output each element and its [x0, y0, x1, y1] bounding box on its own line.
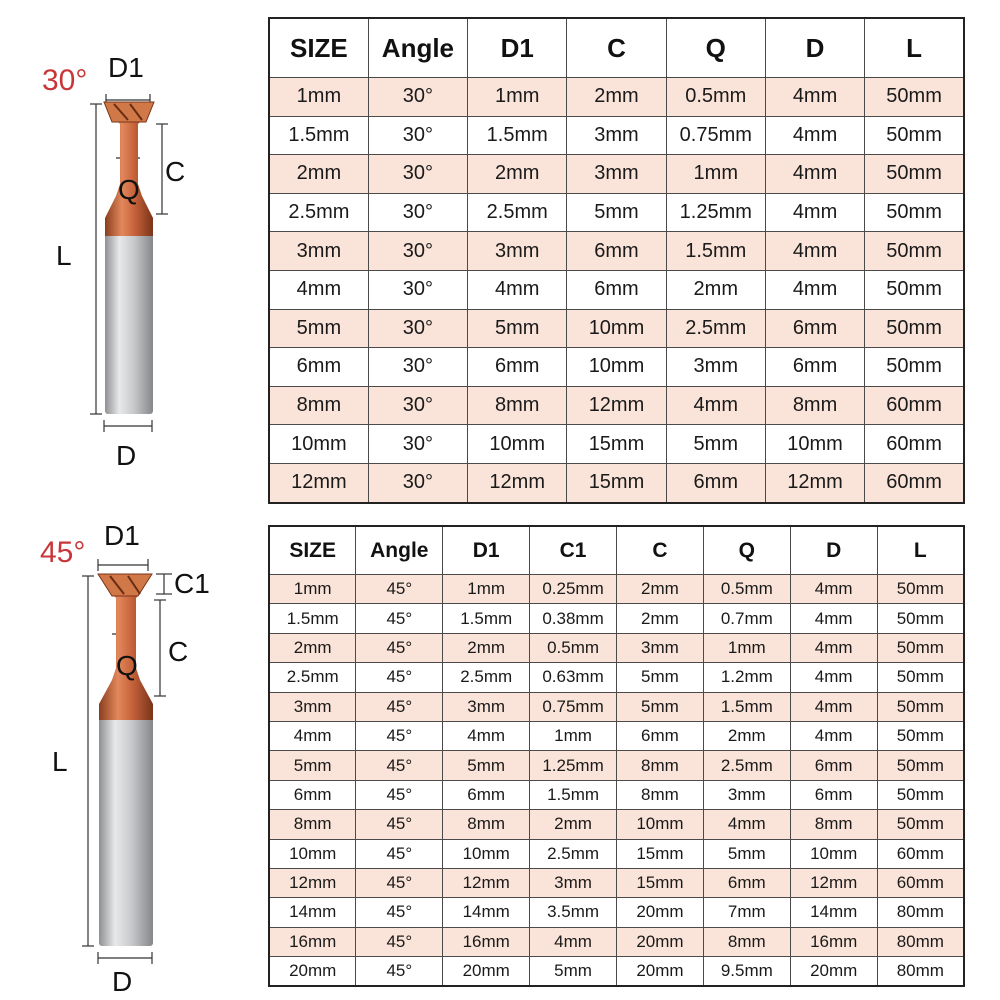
table-row	[269, 425, 964, 464]
table-cell: 8mm	[765, 386, 864, 425]
table-cell: 50mm	[877, 663, 964, 692]
table-cell: 45°	[356, 633, 443, 662]
table-cell: 3mm	[269, 232, 368, 271]
table-cell: 20mm	[617, 957, 704, 987]
table-cell: 14mm	[269, 898, 356, 927]
table-cell: 10mm	[443, 839, 530, 868]
column-header: D1	[468, 18, 567, 78]
table-row	[269, 463, 964, 502]
cutting-head	[104, 102, 154, 122]
table-cell: 30°	[368, 425, 467, 464]
table-cell: 6mm	[269, 780, 356, 809]
table-cell: 12mm	[567, 386, 666, 425]
table-cell: 5mm	[617, 663, 704, 692]
table-cell: 10mm	[567, 348, 666, 387]
table-cell: 15mm	[567, 463, 666, 502]
table-cell: 2mm	[269, 633, 356, 662]
table-cell: 50mm	[865, 309, 964, 348]
table-row	[269, 898, 964, 927]
table-cell: 4mm	[765, 116, 864, 155]
table-row	[269, 692, 964, 721]
table-cell: 8mm	[443, 810, 530, 839]
column-header: Q	[666, 18, 765, 78]
table-cell: 6mm	[765, 348, 864, 387]
table-cell: 6mm	[703, 868, 790, 897]
table-cell: 2.5mm	[530, 839, 617, 868]
table-cell: 4mm	[666, 386, 765, 425]
table-cell: 8mm	[269, 810, 356, 839]
table-cell: 30°	[368, 463, 467, 502]
table-cell: 45°	[356, 575, 443, 604]
table-cell: 3mm	[468, 232, 567, 271]
table-cell: 5mm	[567, 193, 666, 232]
cutting-head	[98, 574, 152, 596]
table-cell: 2.5mm	[443, 663, 530, 692]
table-cell: 12mm	[790, 868, 877, 897]
table-cell: 20mm	[269, 957, 356, 987]
table-cell: 1mm	[269, 78, 368, 117]
column-header: D	[790, 526, 877, 575]
table-row	[269, 78, 964, 117]
table-cell: 10mm	[567, 309, 666, 348]
table-cell: 50mm	[865, 232, 964, 271]
table-cell: 50mm	[865, 155, 964, 194]
table-cell: 30°	[368, 232, 467, 271]
table-cell: 45°	[356, 810, 443, 839]
table-cell: 4mm	[765, 270, 864, 309]
column-header: SIZE	[269, 18, 368, 78]
c-label: C	[168, 636, 189, 667]
table-cell: 10mm	[269, 839, 356, 868]
table-cell: 2.5mm	[468, 193, 567, 232]
table-cell: 14mm	[790, 898, 877, 927]
l-label: L	[52, 746, 68, 777]
table-row	[269, 116, 964, 155]
table-cell: 1.5mm	[666, 232, 765, 271]
table-cell: 15mm	[617, 839, 704, 868]
table-cell: 2mm	[530, 810, 617, 839]
table-cell: 3mm	[443, 692, 530, 721]
table-cell: 3.5mm	[530, 898, 617, 927]
table-cell: 0.5mm	[703, 575, 790, 604]
table-cell: 0.7mm	[703, 604, 790, 633]
table-cell: 30°	[368, 116, 467, 155]
table-cell: 50mm	[877, 721, 964, 750]
table-cell: 7mm	[703, 898, 790, 927]
table-cell: 6mm	[765, 309, 864, 348]
table-cell: 2.5mm	[269, 193, 368, 232]
table-row	[269, 155, 964, 194]
table-cell: 6mm	[790, 751, 877, 780]
table-cell: 1mm	[443, 575, 530, 604]
table-cell: 1.5mm	[703, 692, 790, 721]
table-header-row	[269, 18, 964, 78]
table-cell: 60mm	[865, 463, 964, 502]
table-cell: 60mm	[877, 839, 964, 868]
table-cell: 10mm	[468, 425, 567, 464]
table-cell: 4mm	[790, 604, 877, 633]
table-cell: 1mm	[530, 721, 617, 750]
table-cell: 1.25mm	[666, 193, 765, 232]
table-cell: 6mm	[666, 463, 765, 502]
table-cell: 3mm	[703, 780, 790, 809]
table-cell: 50mm	[877, 692, 964, 721]
angle-label: 30°	[42, 64, 88, 97]
column-header: L	[865, 18, 964, 78]
table-cell: 2mm	[443, 633, 530, 662]
table-cell: 2.5mm	[666, 309, 765, 348]
table-cell: 45°	[356, 868, 443, 897]
table-cell: 8mm	[790, 810, 877, 839]
table-cell: 20mm	[617, 927, 704, 956]
table-cell: 4mm	[269, 721, 356, 750]
table-cell: 12mm	[269, 868, 356, 897]
table-cell: 10mm	[765, 425, 864, 464]
table-cell: 0.63mm	[530, 663, 617, 692]
table-row	[269, 721, 964, 750]
table-cell: 10mm	[790, 839, 877, 868]
table-cell: 1.5mm	[269, 604, 356, 633]
table-cell: 45°	[356, 898, 443, 927]
table-cell: 0.5mm	[666, 78, 765, 117]
table-cell: 80mm	[877, 957, 964, 987]
table-cell: 0.25mm	[530, 575, 617, 604]
table-row	[269, 348, 964, 387]
table-cell: 8mm	[703, 927, 790, 956]
table-cell: 6mm	[567, 232, 666, 271]
table-cell: 50mm	[877, 780, 964, 809]
table-cell: 80mm	[877, 898, 964, 927]
table-cell: 1mm	[703, 633, 790, 662]
table-cell: 30°	[368, 348, 467, 387]
table-cell: 1.5mm	[269, 116, 368, 155]
table-cell: 20mm	[617, 898, 704, 927]
c-label: C	[165, 156, 186, 187]
angle-label: 45°	[40, 536, 86, 569]
table-cell: 2mm	[617, 604, 704, 633]
table-cell: 15mm	[567, 425, 666, 464]
table-cell: 5mm	[468, 309, 567, 348]
table-cell: 0.38mm	[530, 604, 617, 633]
table-cell: 50mm	[865, 348, 964, 387]
column-header: Q	[703, 526, 790, 575]
table-cell: 6mm	[468, 348, 567, 387]
table-cell: 3mm	[567, 155, 666, 194]
column-header: C1	[530, 526, 617, 575]
d1-label: D1	[104, 520, 140, 551]
d-label: D	[112, 966, 133, 997]
table-row	[269, 957, 964, 987]
table-cell: 16mm	[443, 927, 530, 956]
table-cell: 4mm	[790, 633, 877, 662]
table-cell: 5mm	[530, 957, 617, 987]
table-cell: 1.5mm	[530, 780, 617, 809]
table-cell: 20mm	[443, 957, 530, 987]
table-cell: 4mm	[765, 193, 864, 232]
table-cell: 1.5mm	[468, 116, 567, 155]
table-cell: 4mm	[443, 721, 530, 750]
table-cell: 2mm	[269, 155, 368, 194]
spec-table-30-degree	[268, 17, 965, 504]
table-cell: 50mm	[877, 810, 964, 839]
table-cell: 50mm	[865, 78, 964, 117]
table-cell: 60mm	[865, 386, 964, 425]
table-row	[269, 868, 964, 897]
dovetail-cutter-45-diagram	[0, 510, 260, 1000]
table-row	[269, 780, 964, 809]
table-cell: 50mm	[877, 575, 964, 604]
column-header: SIZE	[269, 526, 356, 575]
table-cell: 50mm	[877, 633, 964, 662]
table-row	[269, 604, 964, 633]
coated-neck	[99, 578, 153, 720]
q-label: Q	[116, 650, 138, 681]
table-cell: 50mm	[877, 751, 964, 780]
table-row	[269, 839, 964, 868]
table-cell: 30°	[368, 155, 467, 194]
table-cell: 30°	[368, 193, 467, 232]
table-cell: 12mm	[468, 463, 567, 502]
table-cell: 10mm	[269, 425, 368, 464]
table-cell: 6mm	[617, 721, 704, 750]
table-cell: 2mm	[617, 575, 704, 604]
table-cell: 20mm	[790, 957, 877, 987]
table-cell: 50mm	[877, 604, 964, 633]
table-cell: 8mm	[617, 780, 704, 809]
table-cell: 4mm	[790, 575, 877, 604]
table-cell: 4mm	[703, 810, 790, 839]
table-cell: 9.5mm	[703, 957, 790, 987]
table-cell: 4mm	[790, 663, 877, 692]
table-cell: 5mm	[617, 692, 704, 721]
table-header-row	[269, 526, 964, 575]
table-cell: 6mm	[269, 348, 368, 387]
table-cell: 2.5mm	[703, 751, 790, 780]
spec-table-45-degree	[268, 525, 965, 987]
table-cell: 45°	[356, 839, 443, 868]
table-cell: 45°	[356, 927, 443, 956]
shank	[99, 710, 153, 946]
table-cell: 2mm	[666, 270, 765, 309]
table-cell: 2.5mm	[269, 663, 356, 692]
section-45-degree	[0, 510, 1000, 1000]
table-cell: 8mm	[269, 386, 368, 425]
table-cell: 45°	[356, 751, 443, 780]
table-cell: 16mm	[269, 927, 356, 956]
column-header: L	[877, 526, 964, 575]
table-cell: 12mm	[269, 463, 368, 502]
table-cell: 16mm	[790, 927, 877, 956]
table-cell: 15mm	[617, 868, 704, 897]
table-cell: 50mm	[865, 193, 964, 232]
table-cell: 5mm	[443, 751, 530, 780]
table-cell: 60mm	[865, 425, 964, 464]
table-row	[269, 633, 964, 662]
table-cell: 1.2mm	[703, 663, 790, 692]
column-header: C	[617, 526, 704, 575]
table-cell: 0.75mm	[530, 692, 617, 721]
table-row	[269, 810, 964, 839]
table-cell: 45°	[356, 721, 443, 750]
table-cell: 3mm	[269, 692, 356, 721]
table-cell: 50mm	[865, 270, 964, 309]
table-cell: 1mm	[666, 155, 765, 194]
table-row	[269, 575, 964, 604]
table-cell: 30°	[368, 309, 467, 348]
table-cell: 4mm	[530, 927, 617, 956]
q-label: Q	[118, 174, 140, 205]
table-cell: 2mm	[468, 155, 567, 194]
table-cell: 6mm	[790, 780, 877, 809]
table-cell: 6mm	[567, 270, 666, 309]
table-cell: 2mm	[703, 721, 790, 750]
table-cell: 4mm	[790, 692, 877, 721]
table-cell: 0.75mm	[666, 116, 765, 155]
d1-label: D1	[108, 52, 144, 83]
shank	[105, 232, 153, 414]
table-cell: 5mm	[269, 309, 368, 348]
table-cell: 5mm	[703, 839, 790, 868]
column-header: D	[765, 18, 864, 78]
table-cell: 2mm	[567, 78, 666, 117]
table-row	[269, 309, 964, 348]
table-cell: 3mm	[530, 868, 617, 897]
coated-neck	[105, 108, 153, 236]
table-cell: 30°	[368, 270, 467, 309]
table-cell: 4mm	[269, 270, 368, 309]
table-row	[269, 270, 964, 309]
table-cell: 10mm	[617, 810, 704, 839]
table-cell: 45°	[356, 957, 443, 987]
table-cell: 8mm	[617, 751, 704, 780]
table-row	[269, 663, 964, 692]
table-cell: 60mm	[877, 868, 964, 897]
l-label: L	[56, 240, 72, 271]
table-cell: 5mm	[666, 425, 765, 464]
table-row	[269, 927, 964, 956]
table-cell: 4mm	[765, 232, 864, 271]
column-header: Angle	[356, 526, 443, 575]
column-header: Angle	[368, 18, 467, 78]
table-cell: 45°	[356, 692, 443, 721]
table-cell: 5mm	[269, 751, 356, 780]
table-cell: 12mm	[443, 868, 530, 897]
table-cell: 45°	[356, 663, 443, 692]
table-cell: 6mm	[443, 780, 530, 809]
table-cell: 3mm	[666, 348, 765, 387]
table-cell: 30°	[368, 386, 467, 425]
table-cell: 8mm	[468, 386, 567, 425]
table-row	[269, 386, 964, 425]
table-cell: 80mm	[877, 927, 964, 956]
column-header: C	[567, 18, 666, 78]
table-cell: 45°	[356, 780, 443, 809]
table-cell: 45°	[356, 604, 443, 633]
table-cell: 1.5mm	[443, 604, 530, 633]
table-cell: 30°	[368, 78, 467, 117]
table-cell: 1.25mm	[530, 751, 617, 780]
table-cell: 14mm	[443, 898, 530, 927]
table-cell: 3mm	[617, 633, 704, 662]
table-cell: 3mm	[567, 116, 666, 155]
table-row	[269, 751, 964, 780]
table-cell: 50mm	[865, 116, 964, 155]
column-header: D1	[443, 526, 530, 575]
c1-label: C1	[174, 568, 210, 599]
table-row	[269, 232, 964, 271]
table-cell: 12mm	[765, 463, 864, 502]
table-cell: 1mm	[269, 575, 356, 604]
table-cell: 4mm	[790, 721, 877, 750]
table-cell: 4mm	[765, 155, 864, 194]
table-row	[269, 193, 964, 232]
table-cell: 1mm	[468, 78, 567, 117]
table-cell: 4mm	[468, 270, 567, 309]
table-cell: 4mm	[765, 78, 864, 117]
table-cell: 0.5mm	[530, 633, 617, 662]
d-label: D	[116, 440, 137, 471]
